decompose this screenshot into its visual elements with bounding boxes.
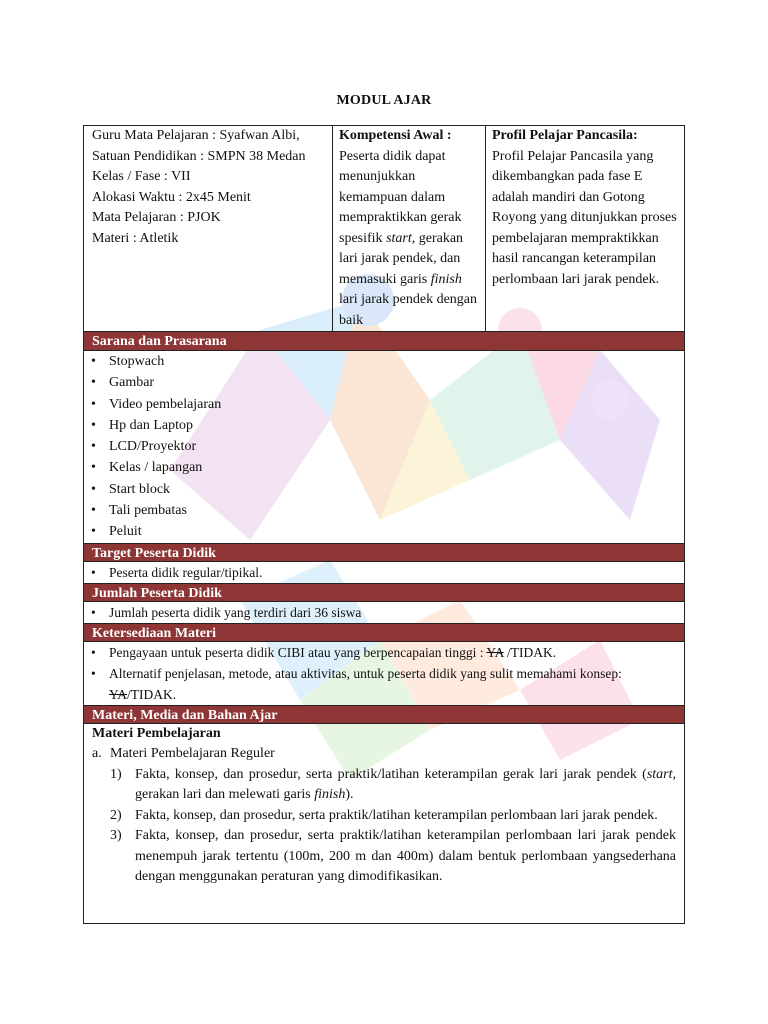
section-header-materi: Materi, Media dan Bahan Ajar: [84, 705, 684, 724]
competency-heading: Kompetensi Awal :: [339, 128, 452, 143]
sarana-section: [84, 351, 684, 543]
jumlah-section: [84, 602, 684, 623]
info-subject: Mata Pelajaran : PJOK: [92, 210, 221, 225]
list-item: • Hp dan Laptop: [84, 415, 684, 436]
section-header-ketersediaan: Ketersediaan Materi: [84, 623, 684, 642]
list-item: • Pengayaan untuk peserta didik CIBI atau yang berpencapaian tinggi : YA /TIDAK.: [84, 642, 684, 663]
competency-text: Peserta didik dapat menunjukkan kemampuan dalam mempraktikkan gerak spesifik start, gerakan lari jarak pendek, dan memasuki garis finish lari jarak pendek dengan baik: [339, 148, 477, 328]
info-topic: Materi : Atletik: [92, 230, 179, 246]
list-item: • Video pembelajaran: [84, 394, 684, 415]
list-item: • Stopwach: [84, 351, 684, 372]
profile-text: Profil Pelajar Pancasila yang dikembangkan pada fase E adalah mandiri dan Gotong Royong yang ditunjukkan proses pembelajaran mempraktikkan hasil rancangan keterampilan perlombaan lari jarak pendek.: [492, 148, 677, 287]
materi-item-3: 3) Fakta, konsep, dan prosedur, serta praktik/latihan keterampilan perlombaan lari jarak pendek menempuh jarak tertentu (100m, 200 m dan 400m) dalam bentuk perlombaan yangsederhana dengan menggunakan peraturan yang dimodifikasikan.: [110, 828, 676, 885]
initial-competency-cell: [333, 126, 486, 331]
profile-heading: Profil Pelajar Pancasila:: [492, 128, 638, 143]
list-item: • Peluit: [84, 521, 684, 542]
materi-item-2: 2) Fakta, konsep, dan prosedur, serta praktik/latihan keterampilan perlombaan lari jarak pendek.: [110, 807, 658, 823]
info-time: Alokasi Waktu : 2x45 Menit: [92, 189, 251, 205]
info-class: Kelas / Fase : VII: [92, 169, 191, 184]
materi-section: [84, 724, 684, 888]
target-section: [84, 562, 684, 583]
section-header-sarana: Sarana dan Prasarana: [84, 332, 684, 351]
list-item: • Jumlah peserta didik yang terdiri dari 36 siswa: [84, 602, 684, 623]
materi-subheading: Materi Pembelajaran: [92, 725, 221, 741]
lesson-module-table: [83, 125, 685, 924]
list-item: • Peserta didik regular/tipikal.: [84, 562, 684, 583]
header-row: [84, 126, 684, 332]
pancasila-profile-cell: [486, 126, 684, 331]
general-info-cell: [84, 126, 333, 331]
document-title: MODUL AJAR: [336, 93, 432, 108]
list-item: • Kelas / lapangan: [84, 457, 684, 478]
section-header-jumlah: Jumlah Peserta Didik: [84, 583, 684, 602]
list-item: • Alternatif penjelasan, metode, atau aktivitas, untuk peserta didik yang sulit memahami konsep: YA/TIDAK.: [84, 663, 684, 705]
list-item: • Gambar: [84, 372, 684, 393]
list-item: • LCD/Proyektor: [84, 436, 684, 457]
materi-item-1: 1) Fakta, konsep, dan prosedur, serta praktik/latihan keterampilan gerak lari jarak pendek (start, gerakan lari dan melewati garis finish).: [110, 766, 676, 803]
ketersediaan-section: [84, 642, 684, 705]
list-item: • Tali pembatas: [84, 500, 684, 521]
info-school: Satuan Pendidikan : SMPN 38 Medan: [92, 148, 306, 164]
materi-a: a. Materi Pembelajaran Reguler: [92, 746, 275, 762]
section-header-target: Target Peserta Didik: [84, 543, 684, 562]
list-item: • Start block: [84, 479, 684, 500]
info-teacher: Guru Mata Pelajaran : Syafwan Albi,: [92, 128, 300, 143]
